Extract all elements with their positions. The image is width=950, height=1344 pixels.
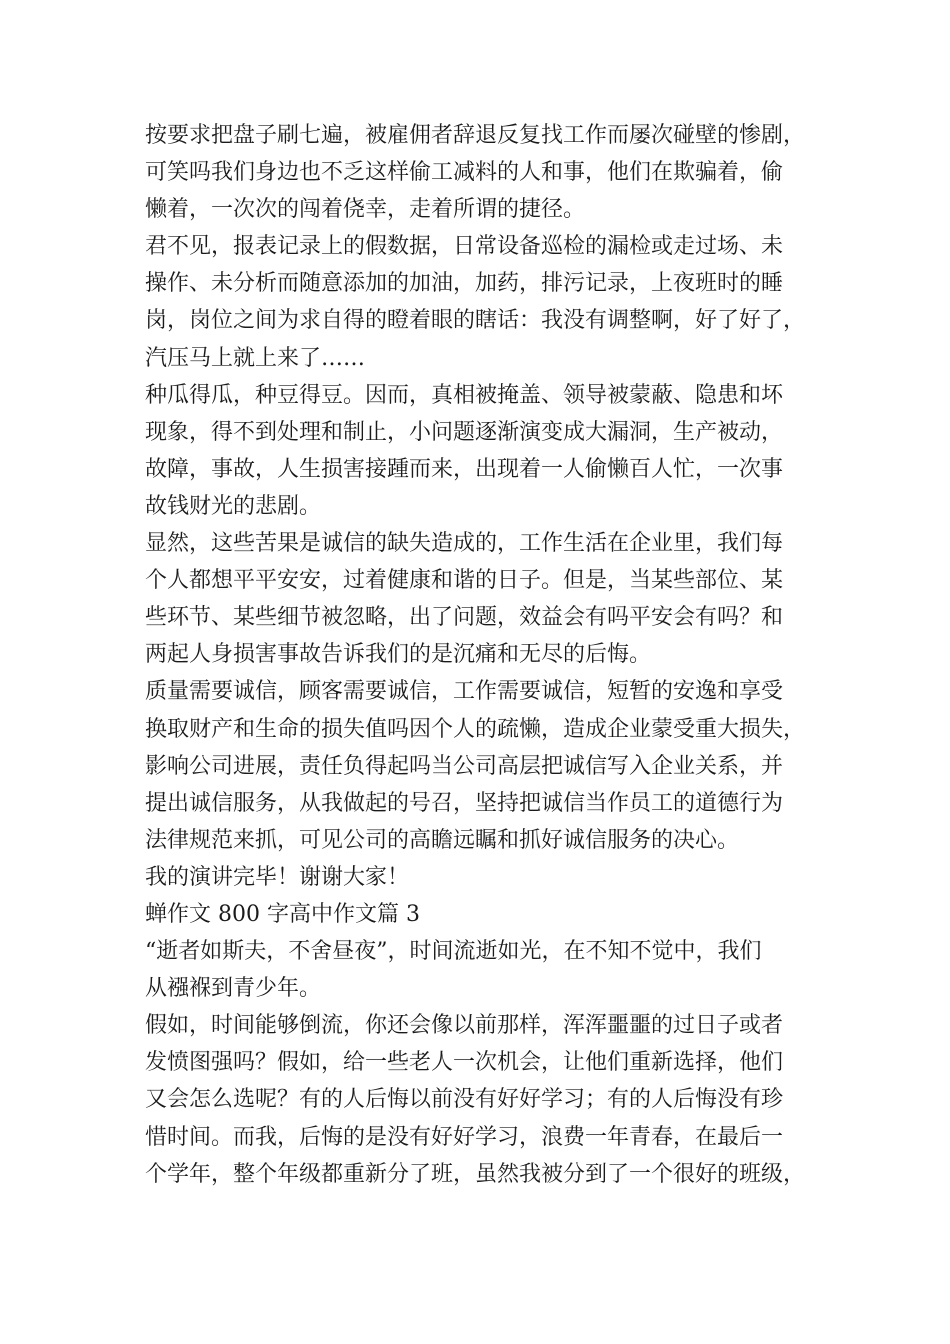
text-line: 现象，得不到处理和制止，小问题逐渐演变成大漏洞，生产被动， xyxy=(145,419,784,445)
text-line: 质量需要诚信，顾客需要诚信，工作需要诚信，短暂的安逸和享受 xyxy=(145,679,784,705)
closing-line xyxy=(145,859,835,896)
text-line: 懒着，一次次的闯着侥幸，走着所谓的捷径。 xyxy=(145,197,586,223)
text-line: 又会怎么选呢？有的人后悔以前没有好好学习；有的人后悔没有珍 xyxy=(145,1087,784,1113)
paragraph xyxy=(145,117,835,228)
text-line: 故障，事故，人生损害接踵而来，出现着一人偷懒百人忙，一次事 xyxy=(145,456,784,482)
text-line: 岗，岗位之间为求自得的瞪着眼的瞎话：我没有调整啊，好了好了， xyxy=(145,308,806,334)
text-line: 我的演讲完毕！谢谢大家！ xyxy=(145,864,410,890)
text-line: 个学年，整个年级都重新分了班，虽然我被分到了一个很好的班级， xyxy=(145,1161,806,1187)
text-line: “逝者如斯夫，不舍昼夜”，时间流逝如光，在不知不觉中，我们 xyxy=(145,939,762,965)
heading-line: 蝉作文 800 字高中作文篇 3 xyxy=(145,901,420,927)
paragraph xyxy=(145,673,835,858)
text-line: 提出诚信服务，从我做起的号召，坚持把诚信当作员工的道德行为 xyxy=(145,790,784,816)
text-line: 君不见，报表记录上的假数据，日常设备巡检的漏检或走过场、未 xyxy=(145,234,784,260)
text-line: 些环节、某些细节被忽略，出了问题，效益会有吗平安会有吗？和 xyxy=(145,605,784,631)
text-line: 故钱财光的悲剧。 xyxy=(145,493,322,519)
text-line: 汽压马上就上来了…… xyxy=(145,345,366,371)
document-body xyxy=(145,117,835,1193)
text-line: 换取财产和生命的损失值吗因个人的疏懒，造成企业蒙受重大损失， xyxy=(145,716,806,742)
text-line: 假如，时间能够倒流，你还会像以前那样，浑浑噩噩的过日子或者 xyxy=(145,1013,784,1039)
section-heading xyxy=(145,896,835,933)
text-line: 发愤图强吗？假如，给一些老人一次机会，让他们重新选择，他们 xyxy=(145,1050,784,1076)
text-line: 按要求把盘子刷七遍，被雇佣者辞退反复找工作而屡次碰壁的惨剧， xyxy=(145,123,806,148)
paragraph xyxy=(145,377,835,525)
paragraph xyxy=(145,525,835,673)
paragraph xyxy=(145,1007,835,1192)
text-line: 两起人身损害事故告诉我们的是沉痛和无尽的后悔。 xyxy=(145,642,652,668)
text-line: 种瓜得瓜，种豆得豆。因而，真相被掩盖、领导被蒙蔽、隐患和坏 xyxy=(145,382,784,408)
text-line: 惜时间。而我，后悔的是没有好好学习，浪费一年青春，在最后一 xyxy=(145,1124,784,1150)
paragraph xyxy=(145,228,835,376)
text-line: 可笑吗我们身边也不乏这样偷工减料的人和事，他们在欺骗着，偷 xyxy=(145,160,784,186)
paragraph xyxy=(145,933,835,1007)
text-line: 操作、未分析而随意添加的加油，加药，排污记录，上夜班时的睡 xyxy=(145,271,784,297)
text-line: 影响公司进展，责任负得起吗当公司高层把诚信写入企业关系，并 xyxy=(145,753,784,779)
text-line: 法律规范来抓，可见公司的高瞻远瞩和抓好诚信服务的决心。 xyxy=(145,827,740,853)
text-line: 从襁褓到青少年。 xyxy=(145,976,322,1002)
text-line: 显然，这些苦果是诚信的缺失造成的，工作生活在企业里，我们每 xyxy=(145,531,784,557)
text-line: 个人都想平平安安，过着健康和谐的日子。但是，当某些部位、某 xyxy=(145,568,784,594)
